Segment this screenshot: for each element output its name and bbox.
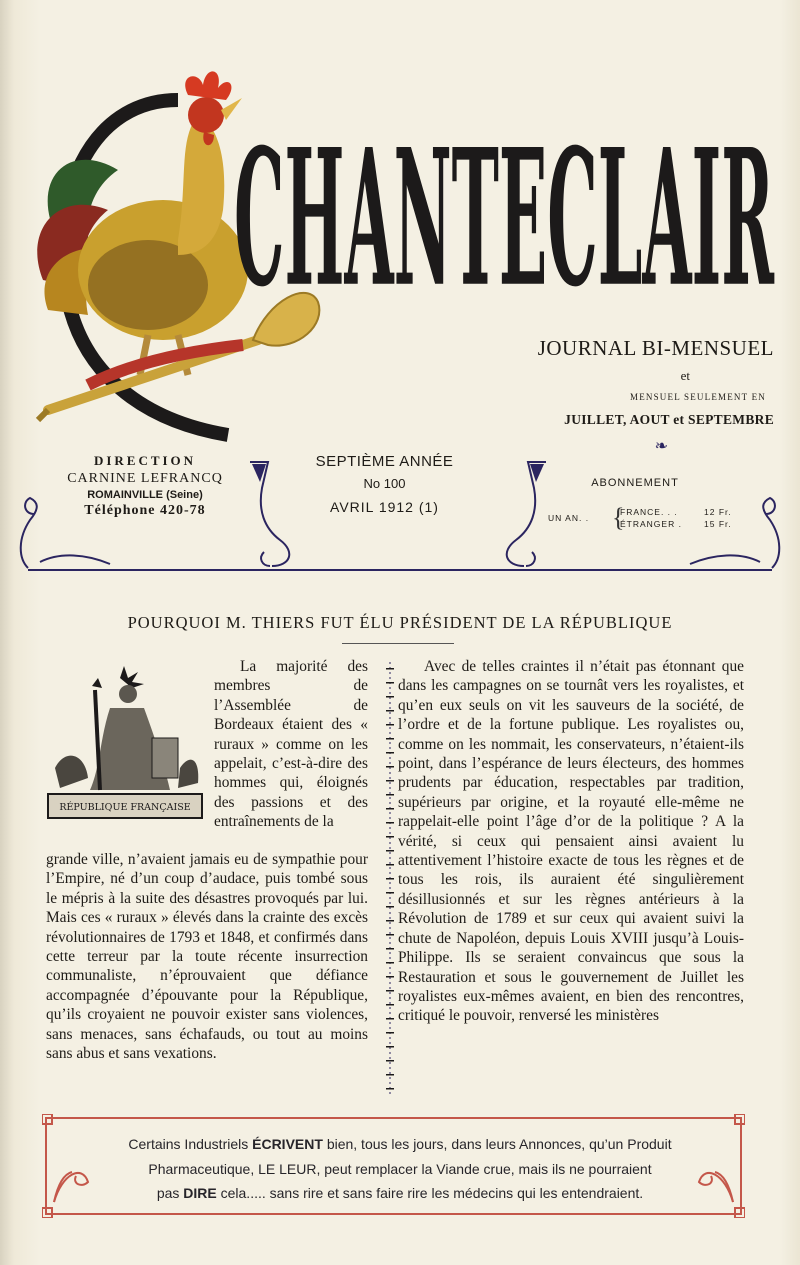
direction-block: [30, 453, 260, 521]
subscription-period: UN AN. .: [548, 513, 590, 523]
column-divider-ornament: [384, 662, 396, 1094]
direction-place: ROMAINVILLE (Seine): [87, 489, 203, 502]
et-text: et: [680, 368, 690, 383]
article-column-2: [398, 657, 744, 1026]
advert-line-3: pas DIRE cela..... sans rire et sans faire rire les médecins qui les entendraient.: [156, 1185, 644, 1201]
subscription-label: ABONNEMENT: [591, 477, 679, 489]
emblem-caption: RÉPUBLIQUE FRANÇAISE: [59, 802, 191, 813]
subscription-rates: [620, 506, 732, 531]
rate-row-france: FRANCE. . . 12 Fr.: [620, 507, 732, 517]
masthead-title: CHANTECLAIR: [234, 109, 775, 330]
advert-line-1: Certains Industriels ÉCRIVENT bien, tous les jours, dans leurs Annonces, qu’un Produit: [128, 1136, 672, 1152]
director-name: CARNINE LEFRANCQ: [67, 470, 223, 486]
issue-date: AVRIL 1912 (1): [330, 499, 439, 515]
advert-emphasis-ecrivent: ÉCRIVENT: [252, 1136, 323, 1152]
fleuron-ornament-icon: ❧: [654, 438, 668, 455]
paragraph-1-top: La majorité des membres de l’Assemblée de Bordeaux étaient des « ruraux » comme on les appelait, c’est-à-dire des hommes qui, éloignés des passions et des entraînements de la: [214, 658, 368, 831]
masthead-title-lettering: [224, 40, 784, 340]
marianne-emblem: [40, 658, 210, 838]
title-divider: [342, 643, 454, 644]
paragraph-1-bottom: grande ville, n’avaient jamais eu de sympathie pour l’Empire, né d’un coup d’audace, puis tombé sous le mépris à la suite des désastres provoqués par lui. Mais ces « ruraux » élevés dans la crainte des excès révolutionnaires de 1793 et 1848, et confirmés dans cette terreur par la toute récente insurrection communaliste, n’éprouvaient que défiance accompagnée d’épouvante pour la République, qu’ils croyaient ne pouvoir exister sans violences, sans menaces, sans échafauds, ou tout au moins sans abus et sans vexations.: [46, 851, 368, 1063]
months-text: JUILLET, AOUT et SEPTEMBRE: [564, 412, 774, 427]
direction-phone: Téléphone 420-78: [84, 503, 206, 519]
article-title: POURQUOI M. THIERS FUT ÉLU PRÉSIDENT DE LA RÉPUBLIQUE: [127, 613, 673, 632]
mensuel-text: MENSUEL SEULEMENT EN: [630, 392, 766, 402]
advert-emphasis-dire: DIRE: [183, 1185, 217, 1201]
issue-year: SEPTIÈME ANNÉE: [315, 453, 454, 470]
paragraph-2: Avec de telles craintes il n’était pas étonnant que dans les campagnes on se tournât vers les royalistes, et qu’en eux seuls on vit les sauveurs de la société, de l’ordre et de la fortune publique. Les royalistes ou, comme on les nommait, les conservateurs, n’étaient-ils point, dans l’espérance de leurs électeurs, des hommes prudents par éducation, respectables par tradition, supérieurs par origine, et la royauté elle-même ne rappelait-elle point l’âge d’or de la politique ? A la vérité, si ceux qui pensaient ainsi avaient lu attentivement l’histoire exacte de tous les règnes et de tous les rois, ils auraient été singulièrement désillusionnés et sur les règnes antérieurs à la Révolution de 1789 et sur ceux qui avaient suivi la chute de Napoléon, depuis Louis XVIII jusqu’à Louis-Philippe. Ils se seraient convaincus que sous la Restauration et sous le gouvernement de Juillet les royalistes eux-mêmes avaient, en bien des rencontres, critiqué le pouvoir, renversé les ministères: [398, 658, 744, 1025]
advert-text: [60, 1132, 740, 1206]
rate-row-etranger: ÉTRANGER . 15 Fr.: [620, 519, 732, 530]
advert-line-2: Pharmaceutique, LE LEUR, peut remplacer la Viande crue, mais ils ne pourraient: [148, 1160, 652, 1177]
direction-label: DIRECTION: [93, 453, 197, 468]
article-column-1-top: [214, 657, 368, 832]
brace-icon: {: [612, 503, 625, 532]
article-column-1-bottom: [46, 850, 368, 1063]
journal-subtitle: JOURNAL BI-MENSUEL: [537, 336, 774, 360]
issue-number: No 100: [363, 476, 406, 491]
issue-block: [292, 453, 477, 515]
